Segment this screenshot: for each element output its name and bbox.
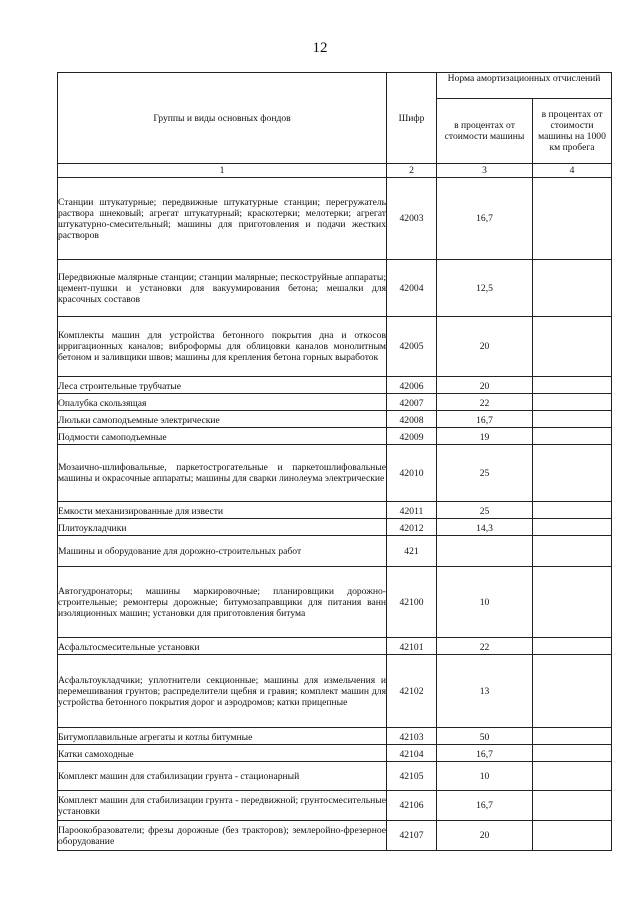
row-rate-per-km bbox=[533, 655, 612, 728]
depreciation-table bbox=[57, 72, 612, 851]
table-row bbox=[58, 377, 612, 394]
row-rate-per-km bbox=[533, 377, 612, 394]
page-number: 12 bbox=[312, 40, 328, 56]
row-rate-per-km bbox=[533, 178, 612, 260]
row-code: 42010 bbox=[387, 445, 437, 502]
row-code: 42107 bbox=[387, 821, 437, 851]
row-rate-per-km bbox=[533, 445, 612, 502]
row-name: Передвижные малярные станции; станции малярные; пескоструйные аппараты; цемент-пушки и установки для вакуумирования бетона; мешалки для красочных составов bbox=[58, 260, 387, 317]
table-row bbox=[58, 445, 612, 502]
row-rate-per-km bbox=[533, 745, 612, 762]
row-rate-per-km bbox=[533, 502, 612, 519]
row-code: 42101 bbox=[387, 638, 437, 655]
header-pct-cost: в процентах от стоимости машины bbox=[437, 99, 533, 164]
table-row bbox=[58, 502, 612, 519]
row-code: 42004 bbox=[387, 260, 437, 317]
row-name: Машины и оборудование для дорожно-строительных работ bbox=[58, 536, 387, 567]
row-rate: 14,3 bbox=[437, 519, 533, 536]
row-code: 42006 bbox=[387, 377, 437, 394]
table-row bbox=[58, 260, 612, 317]
row-rate-per-km bbox=[533, 821, 612, 851]
row-name: Комплекты машин для устройства бетонного покрытия дна и откосов ирригационных каналов; виброформы для облицовки каналов монолитным бетоном и заливщики швов; машины для крепления бетона горных выработок bbox=[58, 317, 387, 377]
row-rate-per-km bbox=[533, 728, 612, 745]
table-row bbox=[58, 821, 612, 851]
row-rate: 12,5 bbox=[437, 260, 533, 317]
row-name: Опалубка скользящая bbox=[58, 394, 387, 411]
header-code: Шифр bbox=[387, 73, 437, 164]
row-name: Подмости самоподъемные bbox=[58, 428, 387, 445]
row-code: 42011 bbox=[387, 502, 437, 519]
row-rate bbox=[437, 536, 533, 567]
table-row bbox=[58, 762, 612, 791]
row-code: 421 bbox=[387, 536, 437, 567]
row-name: Пароокобразователи; фрезы дорожные (без тракторов); землеройно-фрезерное оборудование bbox=[58, 821, 387, 851]
row-name: Комплект машин для стабилизации грунта - передвижной; грунтосмесительные установки bbox=[58, 791, 387, 821]
col-number-3: 3 bbox=[437, 164, 533, 178]
row-rate-per-km bbox=[533, 638, 612, 655]
row-name: Комплект машин для стабилизации грунта - стационарный bbox=[58, 762, 387, 791]
row-rate-per-km bbox=[533, 411, 612, 428]
header-norm: Норма амортизационных отчислений bbox=[437, 73, 612, 99]
table-row bbox=[58, 655, 612, 728]
table-row bbox=[58, 178, 612, 260]
row-name: Емкости механизированные для извести bbox=[58, 502, 387, 519]
row-rate-per-km bbox=[533, 791, 612, 821]
row-name: Плитоукладчики bbox=[58, 519, 387, 536]
table-row bbox=[58, 567, 612, 638]
row-rate-per-km bbox=[533, 762, 612, 791]
col-number-2: 2 bbox=[387, 164, 437, 178]
row-rate: 20 bbox=[437, 317, 533, 377]
table-row bbox=[58, 317, 612, 377]
row-code: 42012 bbox=[387, 519, 437, 536]
row-rate: 16,7 bbox=[437, 411, 533, 428]
col-number-1: 1 bbox=[58, 164, 387, 178]
row-rate-per-km bbox=[533, 394, 612, 411]
row-rate-per-km bbox=[533, 317, 612, 377]
row-rate: 50 bbox=[437, 728, 533, 745]
row-rate: 19 bbox=[437, 428, 533, 445]
table-row bbox=[58, 411, 612, 428]
row-rate: 22 bbox=[437, 394, 533, 411]
row-name: Автогудронаторы; машины маркировочные; планировщики дорожно-строительные; ремонтеры дорожные; битумозаправщики для питания ванн изоляционных машин; установки для приготовления битума bbox=[58, 567, 387, 638]
row-name: Асфальтосмесительные установки bbox=[58, 638, 387, 655]
row-rate-per-km bbox=[533, 428, 612, 445]
row-name: Леса строительные трубчатые bbox=[58, 377, 387, 394]
row-rate: 16,7 bbox=[437, 178, 533, 260]
row-name: Мозаично-шлифовальные, паркетострогательные и паркетошлифовальные машины и окрасочные аппараты; машины для сварки линолеума электрические bbox=[58, 445, 387, 502]
row-rate: 10 bbox=[437, 567, 533, 638]
row-code: 42104 bbox=[387, 745, 437, 762]
row-rate: 16,7 bbox=[437, 791, 533, 821]
row-code: 42007 bbox=[387, 394, 437, 411]
row-code: 42102 bbox=[387, 655, 437, 728]
header-group: Группы и виды основных фондов bbox=[58, 73, 387, 164]
row-code: 42105 bbox=[387, 762, 437, 791]
row-name: Люльки самоподъемные электрические bbox=[58, 411, 387, 428]
table-row bbox=[58, 638, 612, 655]
row-name: Катки самоходные bbox=[58, 745, 387, 762]
table-row bbox=[58, 728, 612, 745]
row-rate: 20 bbox=[437, 377, 533, 394]
table-row bbox=[58, 536, 612, 567]
row-name: Битумоплавильные агрегаты и котлы битумные bbox=[58, 728, 387, 745]
table-row bbox=[58, 519, 612, 536]
row-rate: 25 bbox=[437, 502, 533, 519]
row-rate: 13 bbox=[437, 655, 533, 728]
row-rate-per-km bbox=[533, 567, 612, 638]
row-rate-per-km bbox=[533, 536, 612, 567]
row-code: 42005 bbox=[387, 317, 437, 377]
table-row bbox=[58, 428, 612, 445]
row-rate: 16,7 bbox=[437, 745, 533, 762]
table-row bbox=[58, 791, 612, 821]
row-code: 42008 bbox=[387, 411, 437, 428]
row-code: 42103 bbox=[387, 728, 437, 745]
table-row bbox=[58, 745, 612, 762]
row-rate: 20 bbox=[437, 821, 533, 851]
row-rate: 22 bbox=[437, 638, 533, 655]
row-rate-per-km bbox=[533, 519, 612, 536]
table-row bbox=[58, 394, 612, 411]
row-rate-per-km bbox=[533, 260, 612, 317]
row-name: Станции штукатурные; передвижные штукатурные станции; перегружатель раствора шнековый; агрегат штукатурный; краскотерки; мелотерки; агрегат штукатурно-смесительный; машины для приготовления и подачи жестких растворов bbox=[58, 178, 387, 260]
row-code: 42100 bbox=[387, 567, 437, 638]
row-code: 42003 bbox=[387, 178, 437, 260]
header-pct-1000km: в процентах от стоимости машины на 1000 км пробега bbox=[533, 99, 612, 164]
row-code: 42106 bbox=[387, 791, 437, 821]
row-rate: 10 bbox=[437, 762, 533, 791]
col-number-4: 4 bbox=[533, 164, 612, 178]
row-rate: 25 bbox=[437, 445, 533, 502]
row-code: 42009 bbox=[387, 428, 437, 445]
row-name: Асфальтоукладчики; уплотнители секционные; машины для измельчения и перемешивания грунтов; распределители щебня и гравия; комплект машин для устройства бетонного покрытия дорог и аэродромов; катки прицепные bbox=[58, 655, 387, 728]
